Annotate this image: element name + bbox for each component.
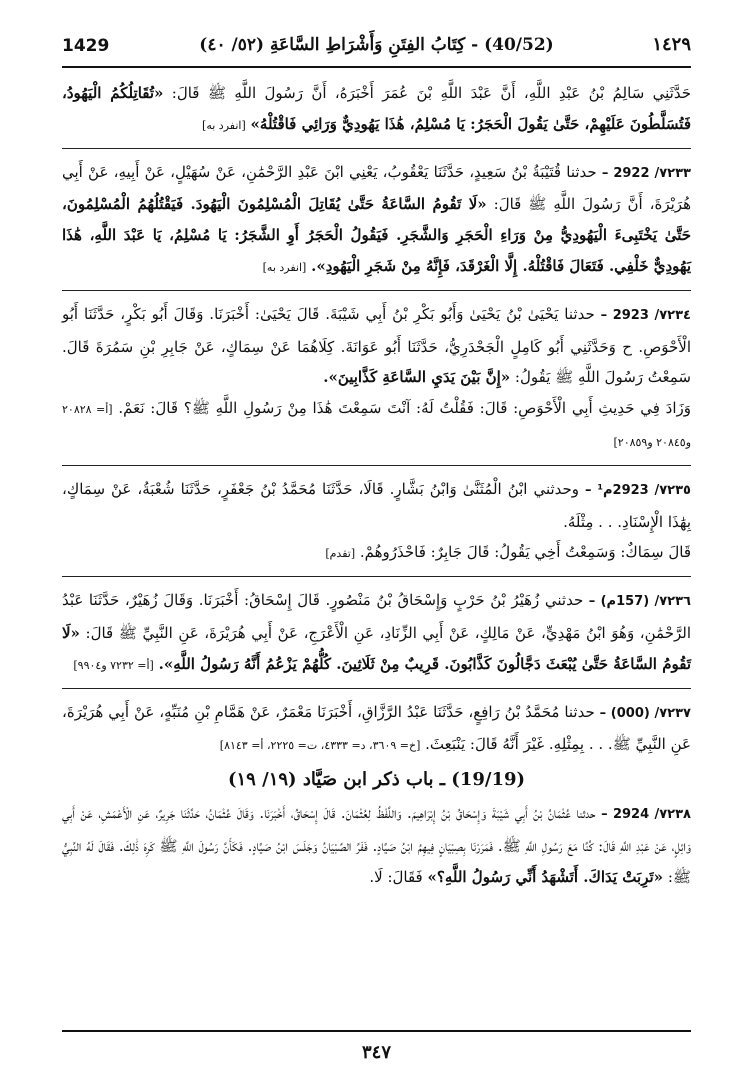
hadith-number: ٧٢٣٦/ (157م) –: [588, 594, 691, 610]
hadith-text: حدثنا مُحَمَّدُ بْنُ رَافِعٍ، حَدَّثَنَا عَبْدُ الرَّزَّاقِ، أَخْبَرَنَا مَعْمَرٌ، عَنْ هَمَّامِ بْنِ مُنَبِّهٍ، عَنْ أَبِي هُرَيْرَةَ، عَنِ النَّبِيِّ ﷺ. . . بِمِثْلِهِ. غَيْرَ أَنَّهُ قَالَ: يَنْبَعِثَ.: [62, 702, 691, 754]
footer-page-number: ٣٤٧: [361, 1042, 391, 1063]
chapter-heading: (19/19) ـ باب ذكر ابن صَيَّاد (١٩/ ١٩): [227, 769, 526, 791]
page-header: [62, 34, 691, 60]
hadith-7236: [62, 585, 691, 681]
hadith-number: ٧٢٣٧/ (000) –: [599, 705, 691, 721]
hadith-number: ٧٢٣٤/ 2923 –: [600, 307, 691, 323]
hadith-note: [خ= ٣٦٠٩، د= ٤٣٣٣، ت= ٢٢٢٥، أ= ٨١٤٣]: [219, 739, 421, 753]
hadith-text: حدثنا عُثْمَانُ بْنُ أَبِي شَيْبَةَ وَإِسْحَاقُ بْنُ إِبْرَاهِيمَ. وَاللَّفْظُ لِعُثْمَانَ. قَالَ إِسْحَاقُ، أَخْبَرَنَا. وَقَالَ عُثْمَانُ، حَدَّثَنَا جَرِيرٌ، عَنِ الْأَعْمَشِ، عَنْ أَبِي وَائِلٍ، عَنْ عَبْدِ اللَّهِ قَالَ: كُنَّا مَعَ رَسُولِ اللَّهِ ﷺ. فَمَرَرْنَا بِصِبْيَانٍ فِيهِمُ ابْنُ صَيَّادٍ. فَفَرَّ الصِّبْيَانُ وَجَلَسَ ابْنُ صَيَّادٍ. فَكَأَنَّ رَسُولَ اللَّهِ ﷺ كَرِهَ ذَٰلِكَ. فَقَالَ لَهُ النَّبِيُّ ﷺ:: [62, 804, 691, 886]
hadith-note: [انفرد به]: [262, 260, 307, 274]
hadith-7234-addition: [62, 393, 691, 459]
hadith-quote: «لَا تَقُومُ السَّاعَةُ حَتَّىٰ يُقَاتِلَ الْمُسْلِمُونَ الْيَهُودَ. فَيَقْتُلُهُمُ الْمُسْلِمُونَ، حَتَّىٰ يَخْتَبِىءَ الْيَهُودِيُّ مِنْ وَرَاءِ الْحَجَرِ وَالشَّجَرِ. فَيَقُولُ الْحَجَرُ أَوِ الشَّجَرُ: يَا مُسْلِمُ، يَا عَبْدَ اللَّهِ، هَٰذَا يَهُودِيٌّ خَلْفِي. فَتَعَالَ فَاقْتُلْهُ. إِلَّا الْغَرْقَدَ، فَإِنَّهُ مِنْ شَجَرِ الْيَهُودِ».: [62, 195, 691, 275]
hadith-7238: [62, 798, 691, 892]
separator: [62, 290, 691, 291]
hadith-7235-addition: [62, 537, 691, 570]
hadith-text: حدثنا يَحْيَىٰ بْنُ يَحْيَىٰ وَأَبُو بَكْرِ بْنُ أَبِي شَيْبَةَ. قَالَ يَحْيَىٰ: أَخْبَرَنَا. وَقَالَ أَبُو بَكْرٍ، حَدَّثَنَا أَبُو الْأَحْوَصِ. ح وَحَدَّثَنِي أَبُو كَامِلٍ الْجَحْدَرِيُّ، حَدَّثَنَا أَبُو عَوَانَةَ. كِلَاهُمَا عَنْ سِمَاكٍ، عَنْ جَابِرِ بْنِ سَمُرَةَ قَالَ. سَمِعْتُ رَسُولَ اللَّهِ ﷺ يَقُولُ:: [62, 304, 691, 387]
hadith-quote: «تَرِبَتْ يَدَاكَ. أَتَشْهَدُ أَنِّي رَسُولُ اللَّهِ؟»: [427, 867, 664, 886]
hadith-7233a: [62, 78, 691, 142]
hadith-note: [انفرد به]: [202, 118, 246, 132]
hadith-7235: [62, 474, 691, 538]
body-text: [62, 78, 691, 893]
separator: [62, 465, 691, 466]
hadith-7237: [62, 697, 691, 763]
hadith-7234: [62, 299, 691, 393]
running-title: (40/52) - كِتَابُ الفِتَنِ وَأَشْرَاطِ السَّاعَةِ (٥٢/ ٤٠): [199, 35, 554, 55]
hadith-note: [أ= ٢٠٨٢٨ و٢٠٨٤٥ و٢٠٨٥٩]: [62, 403, 691, 449]
hadith-text: حدثني زُهَيْرُ بْنُ حَرْبٍ وَإِسْحَاقُ بْنُ مَنْصُورٍ. قَالَ إِسْحَاقُ: أَخْبَرَنَا. وَقَالَ زُهَيْرٌ، حَدَّثَنَا عَبْدُ الرَّحْمَٰنِ، وَهُوَ ابْنُ مَهْدِيٍّ، عَنْ مَالِكٍ، عَنْ أَبِي الزِّنَادِ، عَنِ الْأَعْرَجِ، عَنْ أَبِي هُرَيْرَةَ، عَنِ النَّبِيِّ ﷺ قَالَ:: [62, 591, 691, 642]
page-number-arabic: ١٤٢٩: [652, 34, 691, 55]
footer-divider: [62, 1030, 691, 1032]
hadith-text: حدثنا قُتَيْبَةُ بْنُ سَعِيدٍ، حَدَّثَنَا يَعْقُوبُ، يَعْنِي ابْنَ عَبْدِ الرَّحْمَٰنِ، عَنْ سُهَيْلٍ، عَنْ أَبِيهِ، عَنْ أَبِي هُرَيْرَةَ، أَنَّ رَسُولَ اللَّهِ ﷺ قَالَ:: [62, 162, 691, 214]
separator: [62, 148, 691, 149]
page-number-latin: 1429: [62, 36, 110, 56]
header-divider: [62, 66, 691, 68]
hadith-note: [تقدم]: [325, 547, 356, 561]
hadith-7233: [62, 157, 691, 284]
hadith-addition: وَزَادَ فِي حَدِيثِ أَبِي الْأَحْوَصِ: قَالَ: فَقُلْتُ لَهُ: آنْتَ سَمِعْتَ هَٰذَا مِنْ رَسُولِ اللَّهِ ﷺ؟ قَالَ: نَعَمْ.: [112, 399, 692, 418]
separator: [62, 688, 691, 689]
hadith-addition: قَالَ سِمَاكٌ: وَسَمِعْتُ أَخِي يَقُولُ: قَالَ جَابِرٌ: فَاحْذَرُوهُمْ.: [355, 543, 691, 562]
hadith-tail: فَقَالَ: لَا.: [369, 867, 428, 886]
separator: [62, 576, 691, 577]
hadith-quote: «لَا تَقُومُ السَّاعَةُ حَتَّىٰ يُبْعَثَ دَجَّالُونَ كَذَّابُونَ. قَرِيبٌ مِنْ ثَلَاثِينَ. كُلُّهُمْ يَزْعُمُ أَنَّهُ رَسُولُ اللَّهِ».: [62, 623, 691, 673]
hadith-quote: «تُقَاتِلُكُمُ الْيَهُودُ، فَتُسَلَّطُونَ عَلَيْهِمْ، حَتَّىٰ يَقُولَ الْحَجَرُ: يَا مُسْلِمُ، هَٰذَا يَهُودِيٌّ وَرَائِي فَاقْتُلْهُ»: [62, 84, 691, 133]
hadith-number: ٧٢٣٣/ 2922 –: [601, 165, 691, 181]
hadith-text: وحدثني ابْنُ الْمُثَنَّىٰ وَابْنُ بَشَّارٍ. قَالَا، حَدَّثَنَا مُحَمَّدُ بْنُ جَعْفَرٍ، حَدَّثَنَا شُعْبَةُ، عَنْ سِمَاكٍ، بِهَٰذَا الْإِسْنَادِ. . . مِثْلَهُ.: [62, 479, 691, 531]
hadith-number: ٧٢٣٥/ 2923م¹ –: [585, 482, 691, 498]
hadith-note: [أ= ٧٢٣٢ و٩٩٠٤]: [73, 658, 154, 672]
hadith-quote: «إِنَّ بَيْنَ يَدَيِ السَّاعَةِ كَذَّابِينَ».: [323, 368, 511, 387]
hadith-text: حَدَّثَنِي سَالِمُ بْنُ عَبْدِ اللَّهِ، أَنَّ عَبْدَ اللَّهِ بْنَ عُمَرَ أَخْبَرَهُ، أَنَّ رَسُولَ اللَّهِ ﷺ قَالَ:: [163, 84, 691, 102]
hadith-number: ٧٢٣٨/ 2924 –: [601, 807, 691, 823]
